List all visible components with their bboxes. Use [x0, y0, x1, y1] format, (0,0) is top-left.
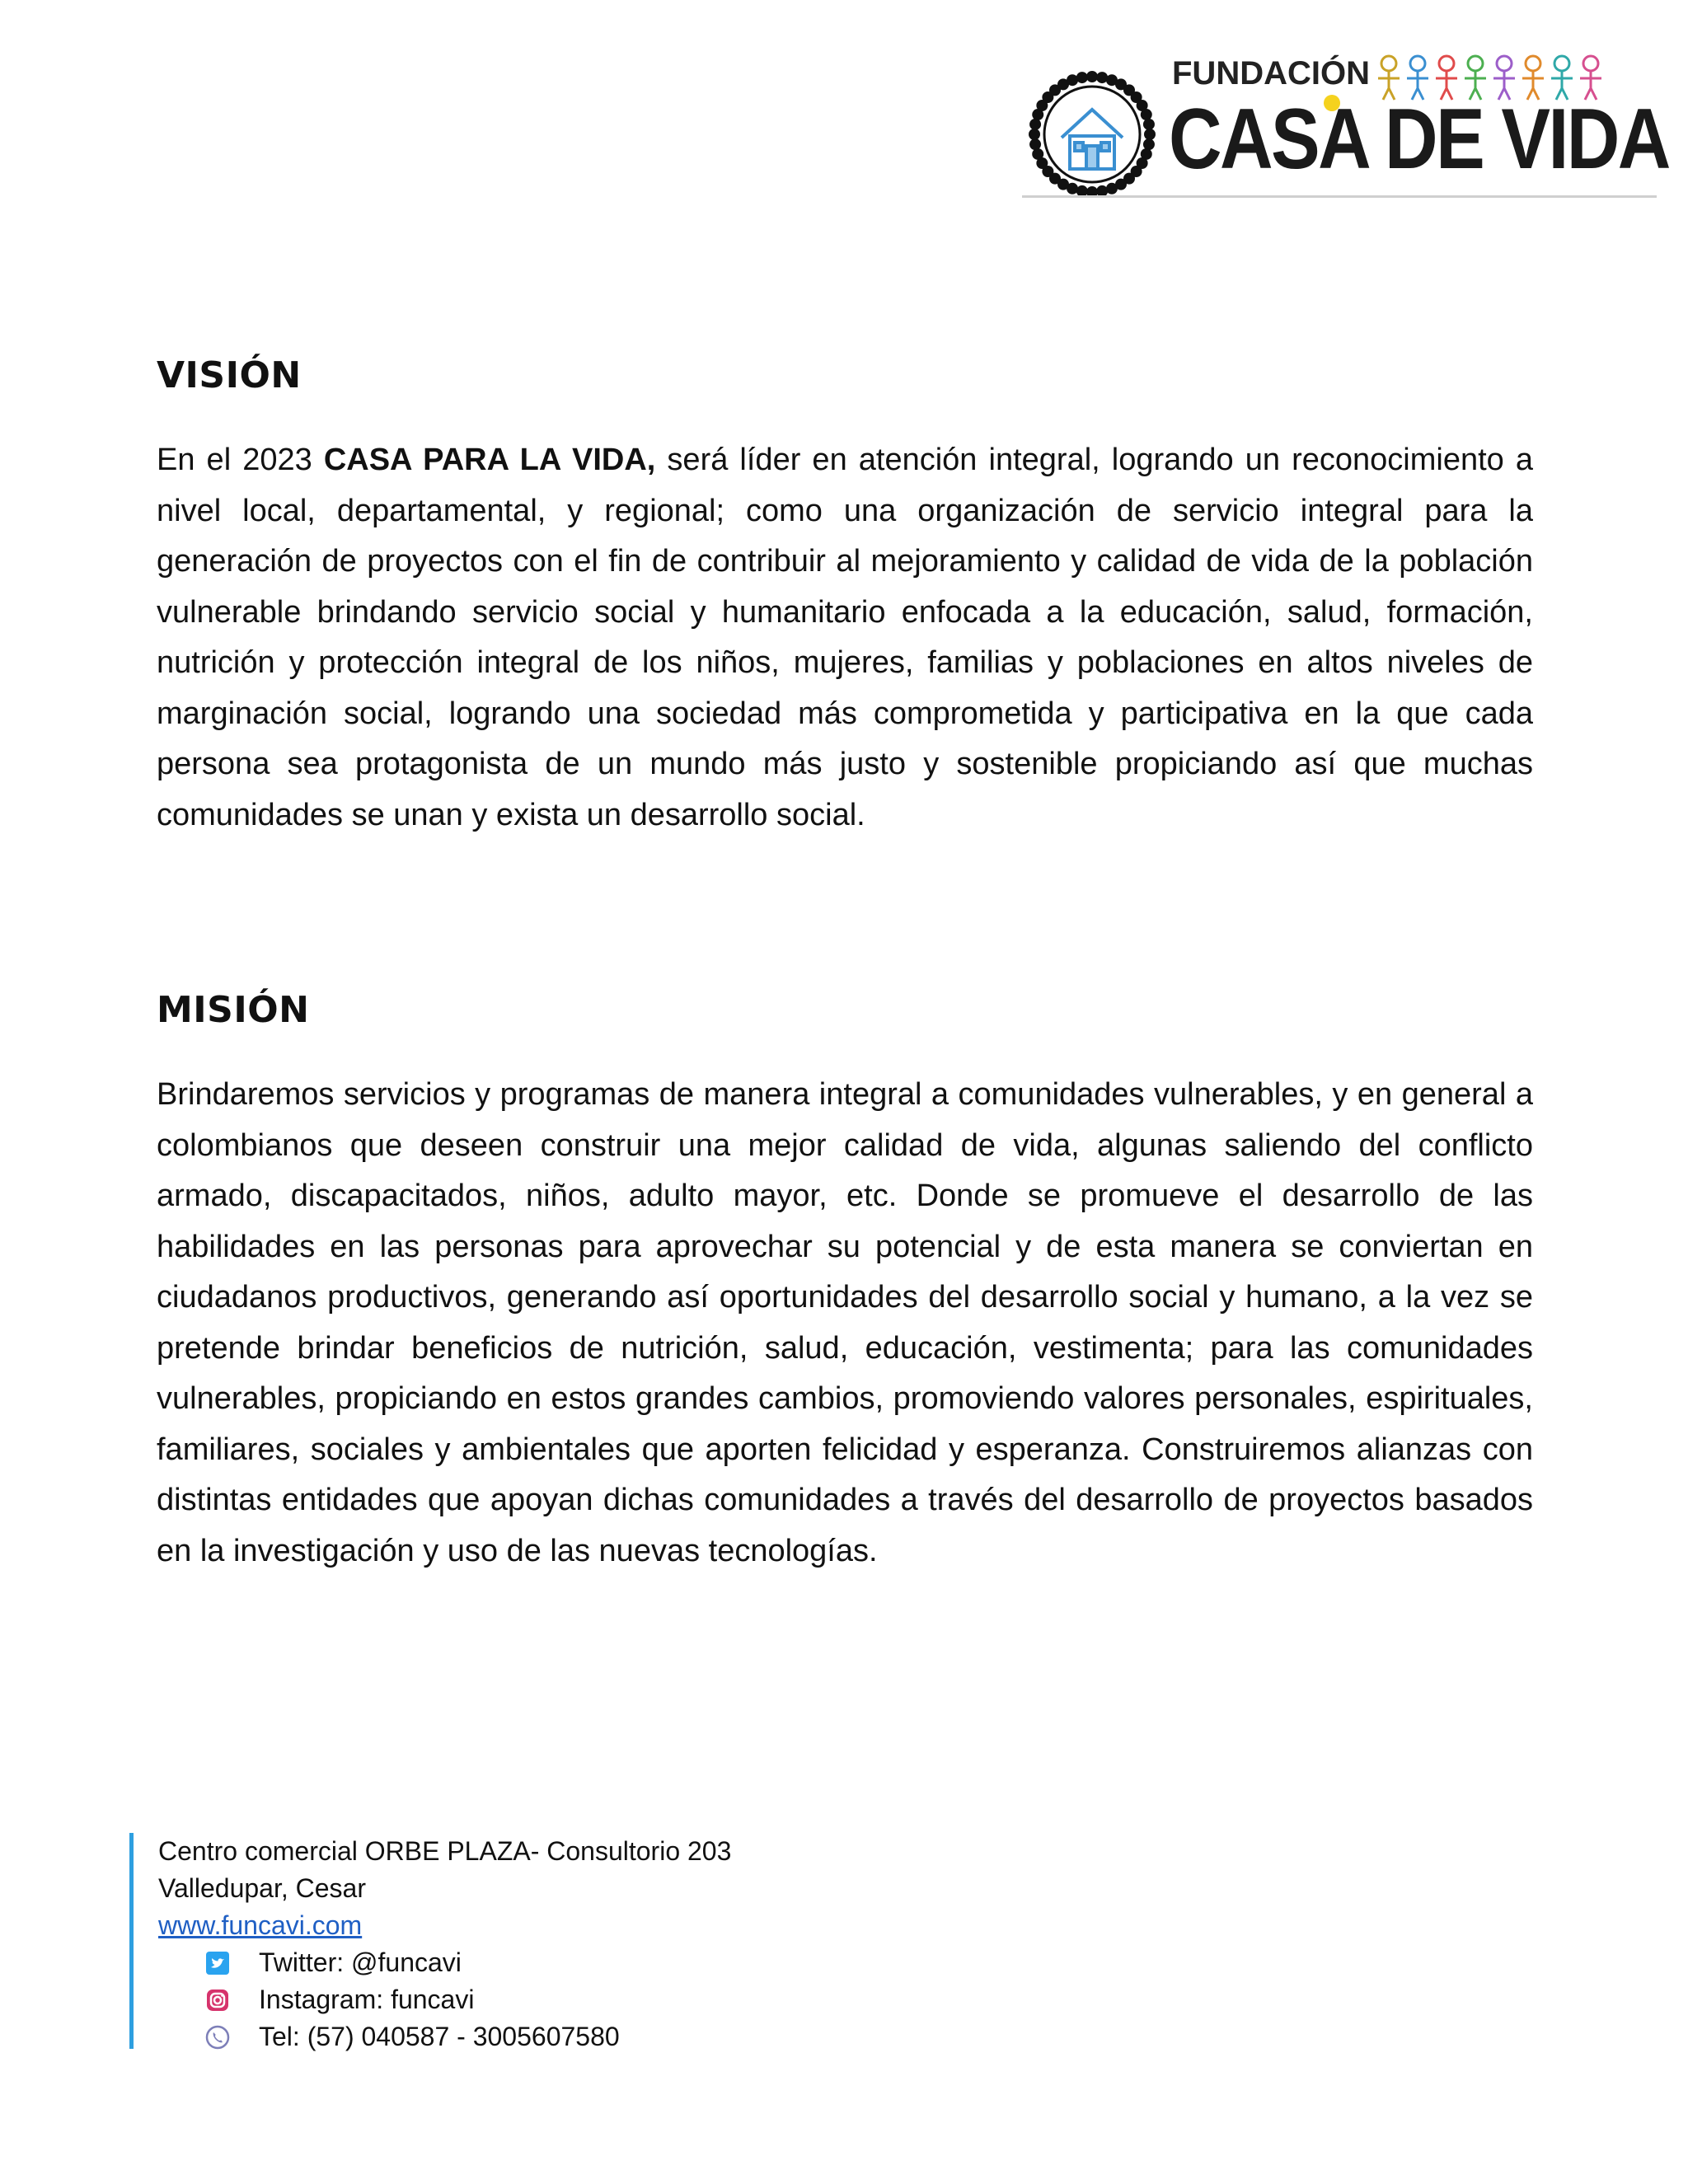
ring-bead [1029, 129, 1040, 140]
vision-heading: VISIÓN [157, 354, 302, 396]
ring-bead [1086, 71, 1098, 82]
twitter-handle: Twitter: @funcavi [259, 1947, 462, 1977]
mission-heading: MISIÓN [157, 989, 310, 1031]
ring-bead [1106, 183, 1118, 194]
instagram-icon [205, 1988, 230, 2013]
ring-bead [1096, 72, 1108, 83]
logo-divider [1022, 195, 1657, 198]
vision-body: será líder en atención integral, logrando un reconocimiento a nivel local, departamental, y regional; como una organización de servicio integral para la generación de proyectos con el fin de contribuir al mejoramiento y calidad de vida de la población vulnerable brindando servicio social y humanitario enfocada a la educación, salud, formación, nutrición y protección integral de los niños, mujeres, familias y poblaciones en altos niveles de marginación social, logrando una sociedad más comprometida y participativa en la que cada persona sea protagonista de un mundo más justo y sostenible propiciando así que muchas comunidades se unan y exista un desarrollo social. [157, 443, 1534, 832]
twitter-contact [158, 1944, 871, 1981]
logo-big-text: CASA DE VIDA [1169, 91, 1669, 187]
ring-bead [1076, 72, 1088, 83]
footer-address: Centro comercial ORBE PLAZA- Consultorio 203 [158, 1836, 732, 1866]
ring-bead [1143, 119, 1155, 130]
mission-paragraph: Brindaremos servicios y programas de manera integral a comunidades vulnerables, y en general a colombianos que deseen construir una mejor calidad de vida, algunas saliendo del conflicto armado, discapacitados, niños, adulto mayor, etc. Donde se promueve el desarrollo de las habilidades en las personas para aprovechar su potencial y de esta manera se conviertan en ciudadanos productivos, generando así oportunidades del desarrollo social y humano, a la vez se pretende brindar beneficios de nutrición, salud, educación, vestimenta; para las comunidades vulnerables, propiciando en estos grandes cambios, promoviendo valores personales, espirituales, familiares, sociales y ambientales que aporten felicidad y esperanza. Construiremos alianzas con distintas entidades que apoyan dichas comunidades a través del desarrollo de proyectos basados en la investigación y uso de las nuevas tecnologías. [157, 1077, 1533, 1568]
website-link[interactable]: www.funcavi.com [158, 1910, 363, 1940]
ring-bead [1067, 74, 1078, 86]
ring-bead [1144, 129, 1156, 140]
logo-small-text: FUNDACIÓN [1172, 55, 1370, 91]
vision-paragraph [157, 435, 1533, 841]
vision-organization-name: CASA PARA LA VIDA, [323, 443, 656, 477]
footer-city: Valledupar, Cesar [158, 1873, 366, 1903]
phone-number: Tel: (57) 040587 - 3005607580 [259, 2022, 620, 2051]
phone-contact [158, 2018, 871, 2055]
ring-bead [1029, 138, 1041, 150]
instagram-contact [158, 1981, 871, 2018]
vision-lead: En el 2023 [157, 443, 324, 477]
phone-icon [205, 2025, 230, 2050]
ring-bead [1143, 138, 1155, 150]
foundation-logo [1022, 45, 1669, 202]
ring-bead [1032, 148, 1043, 160]
instagram-handle: Instagram: funcavi [259, 1985, 475, 2014]
ring-bead [1029, 119, 1041, 130]
ring-bead [1141, 109, 1152, 120]
contact-footer [129, 1833, 871, 2049]
twitter-icon [205, 1951, 230, 1975]
